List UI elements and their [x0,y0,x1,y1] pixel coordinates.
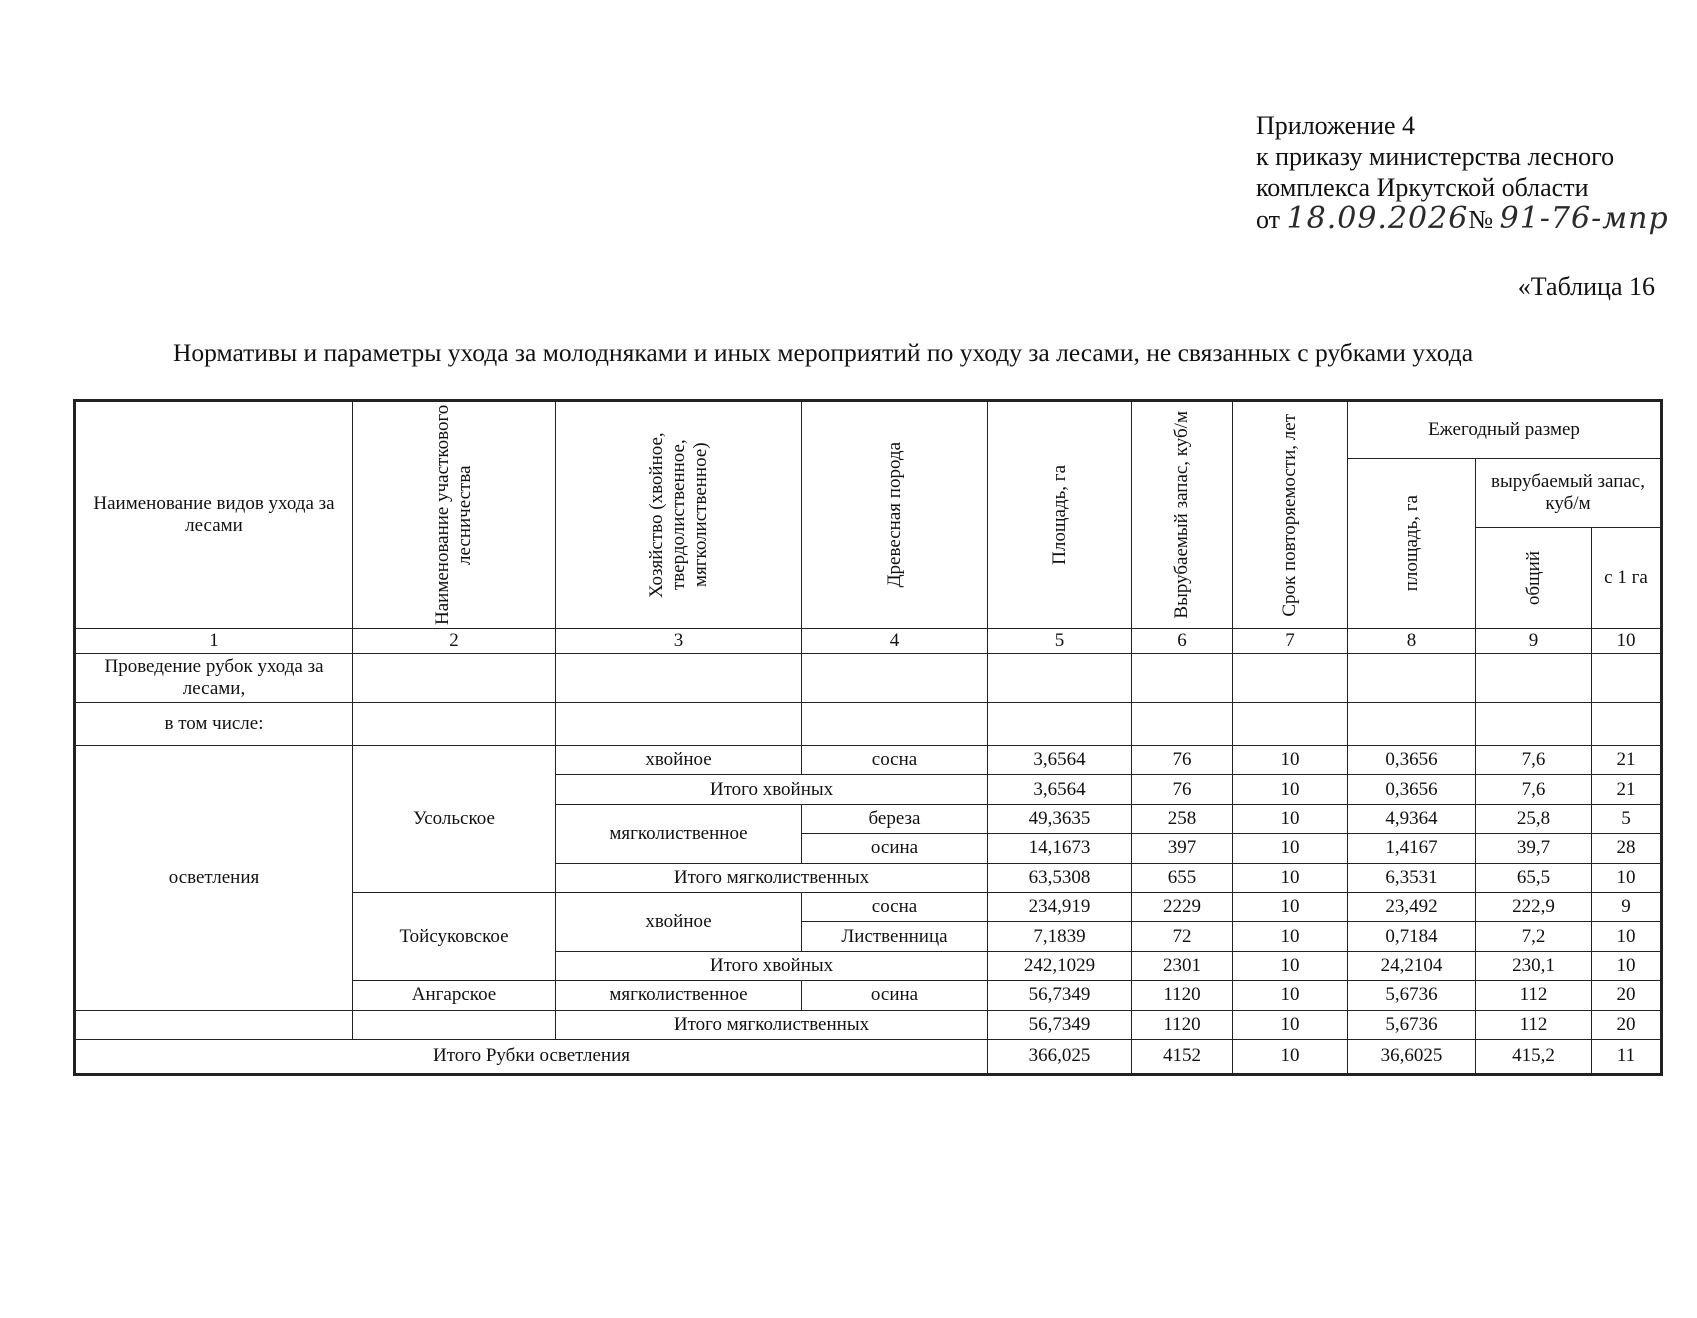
column-numbers-row [76,629,1661,654]
section-including-label: в том числе: [76,703,353,746]
species-cell: Лиственница [802,922,988,951]
total-stock-cell: 65,5 [1476,863,1592,892]
stock-cell: 397 [1132,834,1233,863]
table-row [76,746,1661,775]
header-per-ha: с 1 га [1592,528,1661,629]
farm-cell: мягколиственное [556,981,802,1010]
per-ha-cell: 10 [1592,951,1661,980]
stock-cell: 76 [1132,746,1233,775]
annual-area-cell: 1,4167 [1348,834,1476,863]
care-kind-cell: осветления [76,746,353,1011]
species-cell: осина [802,834,988,863]
annual-area-cell: 36,6025 [1348,1039,1476,1073]
total-stock-cell: 415,2 [1476,1039,1592,1073]
header-annual-area [1348,459,1476,629]
column-number: 6 [1132,629,1233,654]
species-cell: осина [802,981,988,1010]
subtotal-label: Итого мягколиственных [556,863,988,892]
column-number: 8 [1348,629,1476,654]
total-stock-cell: 25,8 [1476,804,1592,833]
header-area [988,402,1132,629]
total-stock-cell: 7,6 [1476,746,1592,775]
subtotal-label: Итого мягколиственных [556,1010,988,1039]
column-number: 1 [76,629,353,654]
annual-area-cell: 0,3656 [1348,775,1476,804]
per-ha-cell: 9 [1592,892,1661,921]
period-cell: 10 [1233,863,1348,892]
area-cell: 234,919 [988,892,1132,921]
period-cell: 10 [1233,951,1348,980]
farm-cell: хвойное [556,892,802,951]
header-care-type: Наименование видов ухода за лесами [76,402,353,629]
handwritten-date: 18.09.2026 [1286,201,1469,236]
period-cell: 10 [1233,922,1348,951]
area-cell: 3,6564 [988,746,1132,775]
period-cell: 10 [1233,804,1348,833]
area-cell: 3,6564 [988,775,1132,804]
column-number: 2 [353,629,556,654]
species-cell: береза [802,804,988,833]
section-row [76,703,1661,746]
area-cell: 242,1029 [988,951,1132,980]
stock-cell: 4152 [1132,1039,1233,1073]
annual-area-cell: 5,6736 [1348,1010,1476,1039]
period-cell: 10 [1233,981,1348,1010]
grand-total-row [76,1039,1661,1073]
stock-cell: 72 [1132,922,1233,951]
annual-area-cell: 5,6736 [1348,981,1476,1010]
forestry-usolskoe: Усольское [353,746,556,893]
column-number: 5 [988,629,1132,654]
total-stock-cell: 7,2 [1476,922,1592,951]
section-main-label: Проведение рубок ухода за лесами, [76,654,353,703]
subtotal-label: Итого хвойных [556,951,988,980]
stock-cell: 2229 [1132,892,1233,921]
appendix-title: Приложение 4 [1256,111,1416,140]
area-cell: 56,7349 [988,981,1132,1010]
forestry-toysukovskoe: Тойсуковское [353,892,556,980]
per-ha-cell: 5 [1592,804,1661,833]
handwritten-number: 91-76-мпр [1499,201,1669,236]
section-row [76,654,1661,703]
period-cell: 10 [1233,1039,1348,1073]
total-stock-cell: 112 [1476,1010,1592,1039]
per-ha-cell: 10 [1592,922,1661,951]
column-number: 4 [802,629,988,654]
empty-cell [76,1010,353,1039]
total-stock-cell: 7,6 [1476,775,1592,804]
total-stock-cell: 112 [1476,981,1592,1010]
grand-total-label: Итого Рубки осветления [76,1039,988,1073]
period-cell: 10 [1233,775,1348,804]
header-stock [1132,402,1233,629]
header-total [1476,528,1592,629]
header-forestry [353,402,556,629]
species-cell: сосна [802,746,988,775]
area-cell: 56,7349 [988,1010,1132,1039]
empty-cell [353,1010,556,1039]
document-title: Нормативы и параметры ухода за молодняками и иных мероприятий по уходу за лесами, не связанных с рубками ухода [173,338,1474,367]
norms-table [75,401,1661,1074]
column-number: 10 [1592,629,1661,654]
header-annual-area-text: площадь, га [1400,495,1422,592]
stock-cell: 655 [1132,863,1233,892]
header-row [76,402,1661,459]
header-forestry-text: Наименование участкового лесничества [432,404,475,626]
header-cut-stock: вырубаемый запас, куб/м [1476,459,1661,528]
annual-area-cell: 6,3531 [1348,863,1476,892]
per-ha-cell: 10 [1592,863,1661,892]
table-label: «Таблица 16 [1517,272,1655,301]
area-cell: 63,5308 [988,863,1132,892]
header-period [1233,402,1348,629]
area-cell: 49,3635 [988,804,1132,833]
header-area-text: Площадь, га [1048,465,1070,565]
stock-cell: 1120 [1132,1010,1233,1039]
header-total-text: общий [1522,550,1544,606]
column-number: 3 [556,629,802,654]
number-label: № [1468,205,1494,234]
appendix-block [1256,110,1669,235]
stock-cell: 76 [1132,775,1233,804]
stock-cell: 258 [1132,804,1233,833]
per-ha-cell: 28 [1592,834,1661,863]
stock-cell: 2301 [1132,951,1233,980]
area-cell: 7,1839 [988,922,1132,951]
stock-cell: 1120 [1132,981,1233,1010]
column-number: 7 [1233,629,1348,654]
farm-cell: хвойное [556,746,802,775]
area-cell: 14,1673 [988,834,1132,863]
farm-cell: мягколиственное [556,804,802,863]
header-stock-text: Вырубаемый запас, куб/м [1171,411,1192,619]
per-ha-cell: 20 [1592,1010,1661,1039]
header-period-text: Срок повторяемости, лет [1279,413,1300,617]
species-cell: сосна [802,892,988,921]
forestry-angarskoe: Ангарское [353,981,556,1010]
per-ha-cell: 20 [1592,981,1661,1010]
period-cell: 10 [1233,834,1348,863]
header-annual: Ежегодный размер [1348,402,1661,459]
total-stock-cell: 222,9 [1476,892,1592,921]
header-species [802,402,988,629]
subtotal-label: Итого хвойных [556,775,988,804]
annual-area-cell: 23,492 [1348,892,1476,921]
annual-area-cell: 0,3656 [1348,746,1476,775]
appendix-date-line [1256,203,1669,235]
per-ha-cell: 21 [1592,775,1661,804]
annual-area-cell: 4,9364 [1348,804,1476,833]
header-farm-text: Хозяйство (хвойное, твердолиственное, мягколиственное) [645,432,711,598]
period-cell: 10 [1233,892,1348,921]
total-stock-cell: 39,7 [1476,834,1592,863]
period-cell: 10 [1233,746,1348,775]
subtotal-row [76,1010,1661,1039]
total-stock-cell: 230,1 [1476,951,1592,980]
header-species-text: Древесная порода [883,442,905,588]
period-cell: 10 [1233,1010,1348,1039]
appendix-order-line: к приказу министерства лесного [1256,142,1615,171]
area-cell: 366,025 [988,1039,1132,1073]
annual-area-cell: 0,7184 [1348,922,1476,951]
header-farm [556,402,802,629]
annual-area-cell: 24,2104 [1348,951,1476,980]
column-number: 9 [1476,629,1592,654]
per-ha-cell: 21 [1592,746,1661,775]
appendix-ministry-line: комплекса Иркутской области [1256,173,1589,202]
per-ha-cell: 11 [1592,1039,1661,1073]
from-label: от [1256,205,1281,234]
